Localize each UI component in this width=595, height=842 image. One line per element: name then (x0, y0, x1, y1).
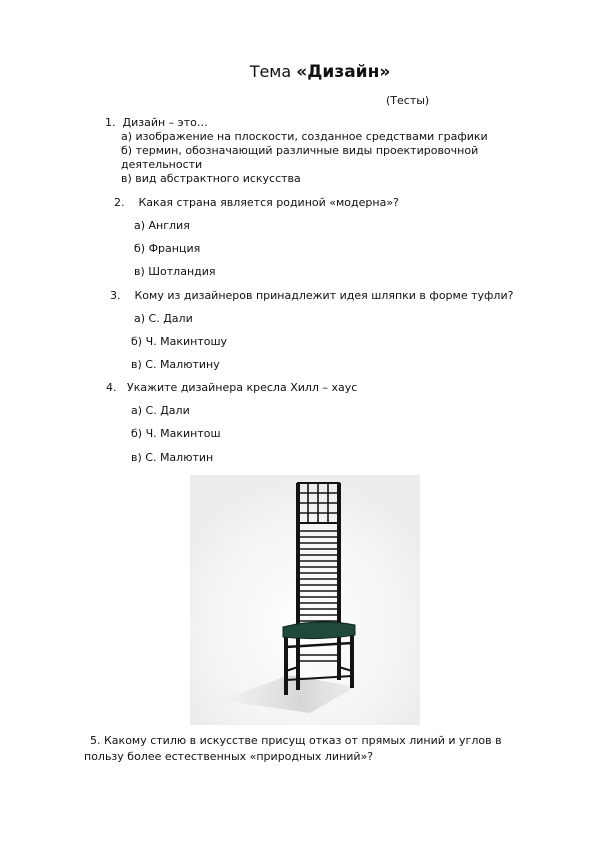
question-text: Кому из дизайнеров принадлежит идея шляпки в форме туфли? (134, 289, 514, 302)
question-1 (105, 116, 488, 186)
title-prefix: Тема (249, 62, 292, 81)
page-title (0, 62, 595, 82)
title-word: «Дизайн» (296, 62, 391, 82)
question-number: 1. (105, 116, 116, 129)
question-5-continued: пользу более естественных «природных линий»? (84, 750, 374, 763)
question-number: 3. (110, 289, 121, 302)
answer-option: в) Шотландия (134, 265, 216, 278)
answer-option: а) С. Дали (131, 404, 190, 417)
hill-house-chair-image (190, 475, 420, 725)
question-number: 2. (114, 196, 125, 209)
answer-option: деятельности (121, 158, 203, 171)
answer-option: б) термин, обозначающий различные виды проектировочной (121, 144, 479, 157)
question-1-header (105, 116, 488, 130)
question-5 (90, 734, 502, 748)
question-3 (110, 289, 513, 303)
answer-option: в) С. Малютин (131, 451, 214, 464)
question-text: Дизайн – это… (122, 116, 208, 129)
question-number: 5. (90, 734, 101, 747)
answer-option: б) Франция (134, 242, 201, 255)
answer-option: в) вид абстрактного искусства (121, 172, 301, 185)
question-4 (106, 381, 357, 395)
answer-option: б) Ч. Макинтошу (131, 335, 228, 348)
chair-icon (190, 475, 420, 725)
question-text: Какая страна является родиной «модерна»? (138, 196, 399, 209)
answer-option: а) Англия (134, 219, 190, 232)
answer-option: а) изображение на плоскости, созданное средствами графики (121, 130, 488, 143)
question-2 (114, 196, 399, 210)
question-number: 4. (106, 381, 117, 394)
question-text: Укажите дизайнера кресла Хилл – хаус (127, 381, 358, 394)
page-subtitle: (Тесты) (386, 94, 430, 107)
question-text: Какому стилю в искусстве присущ отказ от прямых линий и углов в (104, 734, 502, 747)
answer-option: а) С. Дали (134, 312, 193, 325)
answer-option: б) Ч. Макинтош (131, 427, 221, 440)
answer-option: в) С. Малютину (131, 358, 220, 371)
